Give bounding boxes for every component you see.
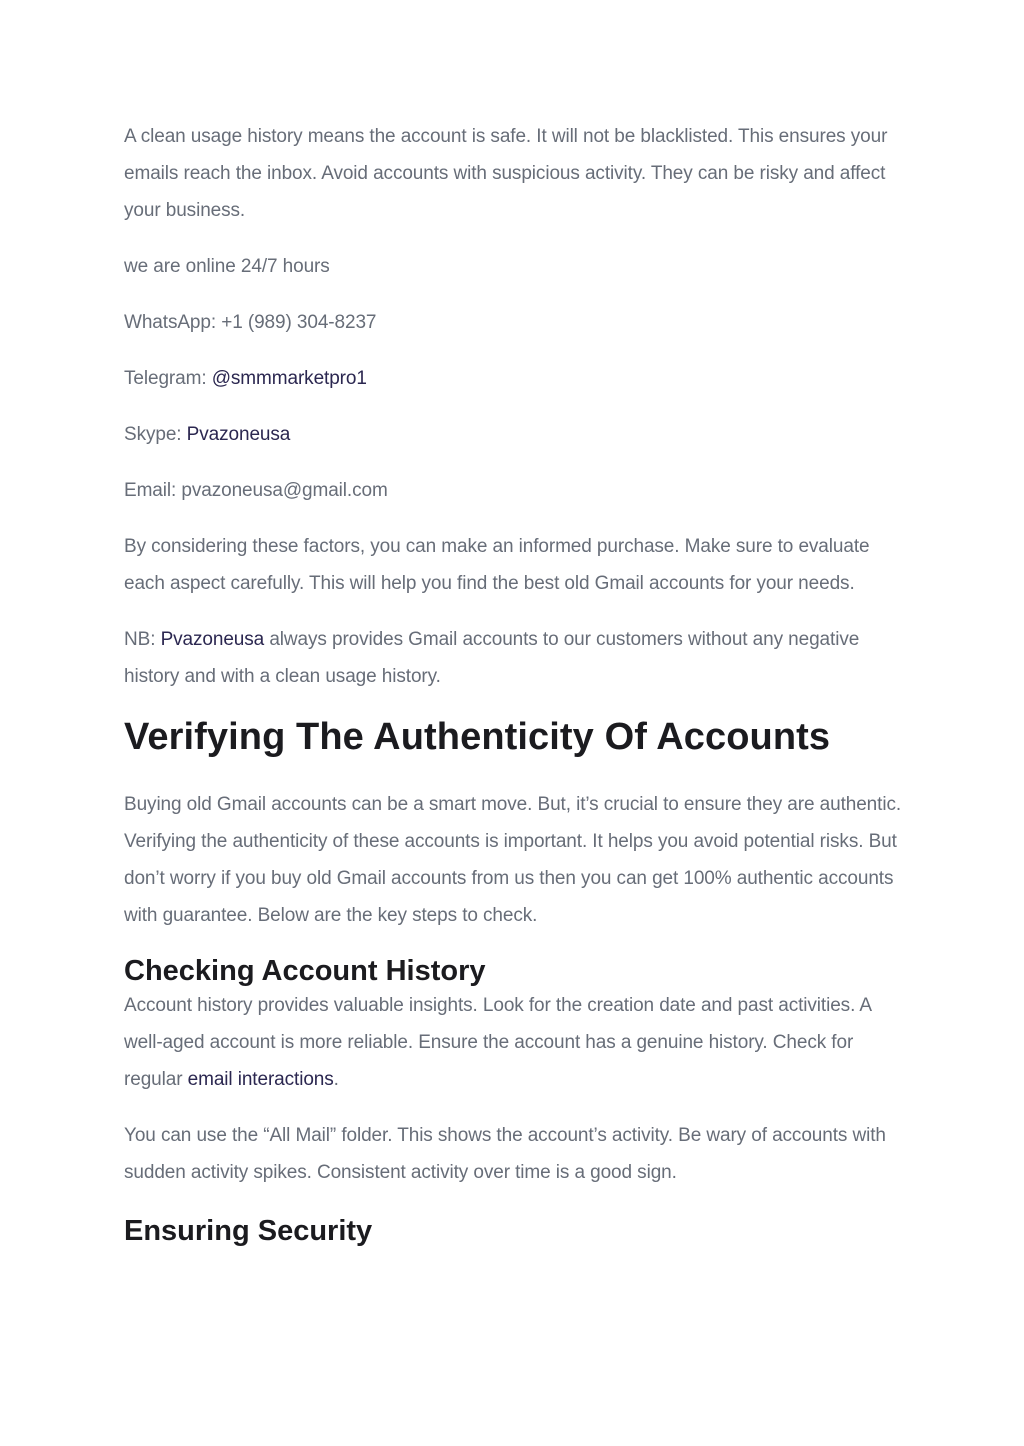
skype-link[interactable]: Pvazoneusa: [186, 424, 291, 445]
paragraph-verifying-body: Buying old Gmail accounts can be a smart move. But, it’s crucial to ensure they are authentic. Verifying the authenticity of these accounts is important. It helps you avoid potential risks. But don’t worry if you buy old Gmail accounts from us then you can get 100% authentic accounts with guarantee. Below are the key steps to check.: [124, 794, 902, 926]
telegram-link[interactable]: @smmmarketpro1: [211, 368, 367, 389]
paragraph-history-body: [124, 987, 914, 1098]
nb-prefix: NB:: [124, 629, 161, 650]
paragraph-all-mail: You can use the “All Mail” folder. This shows the account’s activity. Be wary of accounts with sudden activity spikes. Consistent activity over time is a good sign.: [124, 1125, 886, 1183]
heading-verifying-authenticity: Verifying The Authenticity Of Accounts: [124, 716, 831, 758]
paragraph-online-hours: we are online 24/7 hours: [124, 256, 330, 277]
contact-skype: [124, 416, 914, 453]
history-body-end: .: [333, 1069, 339, 1090]
paragraph-clean-history: A clean usage history means the account is safe. It will not be blacklisted. This ensures your emails reach the inbox. Avoid accounts with suspicious activity. They can be risky and affect your business.: [124, 126, 888, 221]
heading-ensuring-security: Ensuring Security: [124, 1215, 373, 1247]
paragraph-nb: [124, 621, 914, 695]
contact-email: Email: pvazoneusa@gmail.com: [124, 480, 388, 501]
nb-rest: always provides Gmail accounts to our customers without any negative history and with a clean usage history.: [124, 629, 860, 687]
skype-label: Skype:: [124, 424, 187, 445]
paragraph-informed-purchase: By considering these factors, you can make an informed purchase. Make sure to evaluate each aspect carefully. This will help you find the best old Gmail accounts for your needs.: [124, 536, 870, 594]
email-interactions-link[interactable]: email interactions: [187, 1069, 334, 1090]
telegram-label: Telegram:: [124, 368, 212, 389]
heading-checking-history: Checking Account History: [124, 955, 486, 987]
contact-telegram: [124, 360, 914, 397]
document-page: [124, 118, 914, 1249]
contact-whatsapp: WhatsApp: +1 (989) 304-8237: [124, 312, 377, 333]
nb-pvazoneusa-link[interactable]: Pvazoneusa: [160, 629, 265, 650]
history-body-start: Account history provides valuable insights. Look for the creation date and past activities. A well-aged account is more reliable. Ensure the account has a genuine history. Check for regular: [124, 995, 871, 1090]
